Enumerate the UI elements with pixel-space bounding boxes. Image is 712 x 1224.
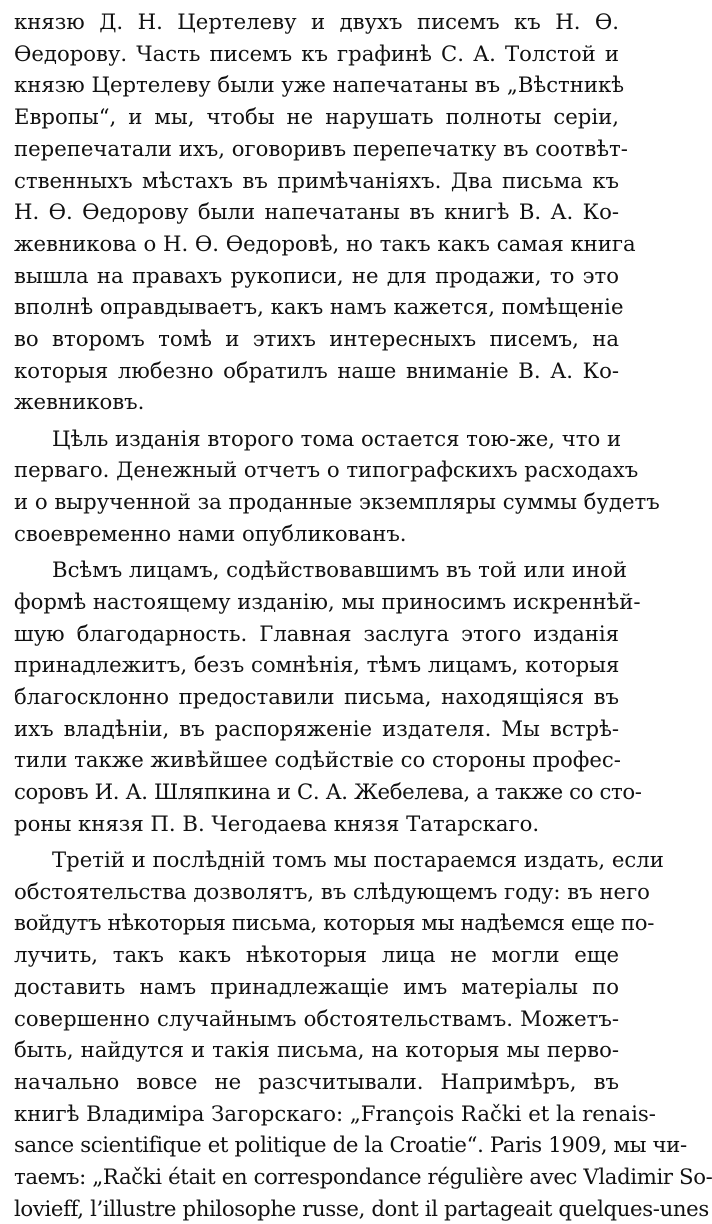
text-line: Третій и послѣдній томъ мы постараемся издать, если — [52, 847, 664, 872]
text-line: таемъ: „Rački était en correspondance régulière avec Vladimir So- — [14, 1164, 712, 1189]
text-line: соровъ И. А. Шляпкина и С. А. Жебелева, а также со сто- — [14, 779, 642, 804]
text-line: Всѣмъ лицамъ, содѣйствовавшимъ въ той или иной — [52, 557, 628, 583]
text-line: совершенно случайнымъ обстоятельствамъ. Можетъ- — [14, 1005, 619, 1031]
text-line: благосклонно предоставили письма, находящіяся въ — [14, 683, 619, 709]
text-line: вышла на правахъ рукописи, не для продажи, то это — [14, 262, 619, 288]
text-line: быть, найдутся и такія письма, на которыя мы перво- — [14, 1037, 619, 1063]
text-line: Цѣль изданія второго тома остается тою-же, что и — [52, 425, 622, 451]
text-line: во второмъ томѣ и этихъ интересныхъ писемъ, на — [14, 326, 619, 351]
text-line: ихъ владѣніи, въ распоряженіе издателя. Мы встрѣ- — [14, 715, 619, 741]
text-line: Европы“, и мы, чтобы не нарушать полноты серіи, — [14, 104, 619, 130]
text-line: шую благодарность. Главная заслуга этого изданія — [14, 620, 619, 646]
text-line: своевременно нами опубликованъ. — [14, 520, 407, 546]
text-line: войдутъ нѣкоторыя письма, которыя мы надѣемся еще по- — [14, 910, 655, 936]
text-line: формѣ настоящему изданію, мы приносимъ искреннѣй- — [14, 588, 641, 614]
text-line: лучить, такъ какъ нѣкоторыя лица не могли еще — [14, 942, 619, 968]
text-line: доставить намъ принадлежащіе имъ матеріалы по — [14, 973, 619, 999]
text-line: ственныхъ мѣстахъ въ примѣчаніяхъ. Два письма къ — [14, 167, 619, 193]
text-line: и о вырученной за проданные экземпляры суммы будетъ — [14, 489, 660, 515]
text-line: начально вовсе не разсчитывали. Напримѣръ, въ — [14, 1068, 619, 1094]
text-line: роны князя П. В. Чегодаева князя Татарскаго. — [14, 810, 540, 836]
text-line: обстоятельства дозволятъ, въ слѣдующемъ году: въ него — [14, 878, 650, 904]
text-line: lovieff, l’illustre philosophe russe, dont il partageait quelques-unes — [14, 1195, 709, 1221]
text-line: вполнѣ оправдываетъ, какъ намъ кажется, помѣщеніе — [14, 294, 624, 320]
text-line: sance scientifique et politique de la Croatie“. Paris 1909, мы чи- — [14, 1132, 687, 1158]
text-line: Ѳедорову. Часть писемъ къ графинѣ С. А. Толстой и — [14, 40, 619, 66]
text-line: жевникова о Н. Ѳ. Ѳедоровѣ, но такъ какъ самая книга — [14, 230, 636, 256]
text-line: книгѣ Владиміра Загорскаго: „François Rački et la renais- — [14, 1100, 656, 1126]
text-line: жевниковъ. — [14, 389, 145, 415]
text-line: принадлежитъ, безъ сомнѣнія, тѣмъ лицамъ, которыя — [14, 652, 620, 678]
text-line: которыя любезно обратилъ наше вниманіе В. А. Ко- — [14, 357, 619, 383]
text-line: Н. Ѳ. Ѳедорову были напечатаны въ книгѣ В. А. Ко- — [14, 199, 619, 225]
text-line: князю Цертелеву были уже напечатаны въ „Вѣстникѣ — [14, 72, 625, 98]
text-line: перепечатали ихъ, оговоривъ перепечатку въ соотвѣт- — [14, 135, 628, 161]
text-line: тили также живѣйшее содѣйствіе со стороны профес- — [14, 747, 621, 773]
text-line: князю Д. Н. Цертелеву и двухъ писемъ къ Н. Ѳ. — [14, 9, 619, 34]
text-line: перваго. Денежный отчетъ о типографскихъ расходахъ — [14, 457, 639, 483]
